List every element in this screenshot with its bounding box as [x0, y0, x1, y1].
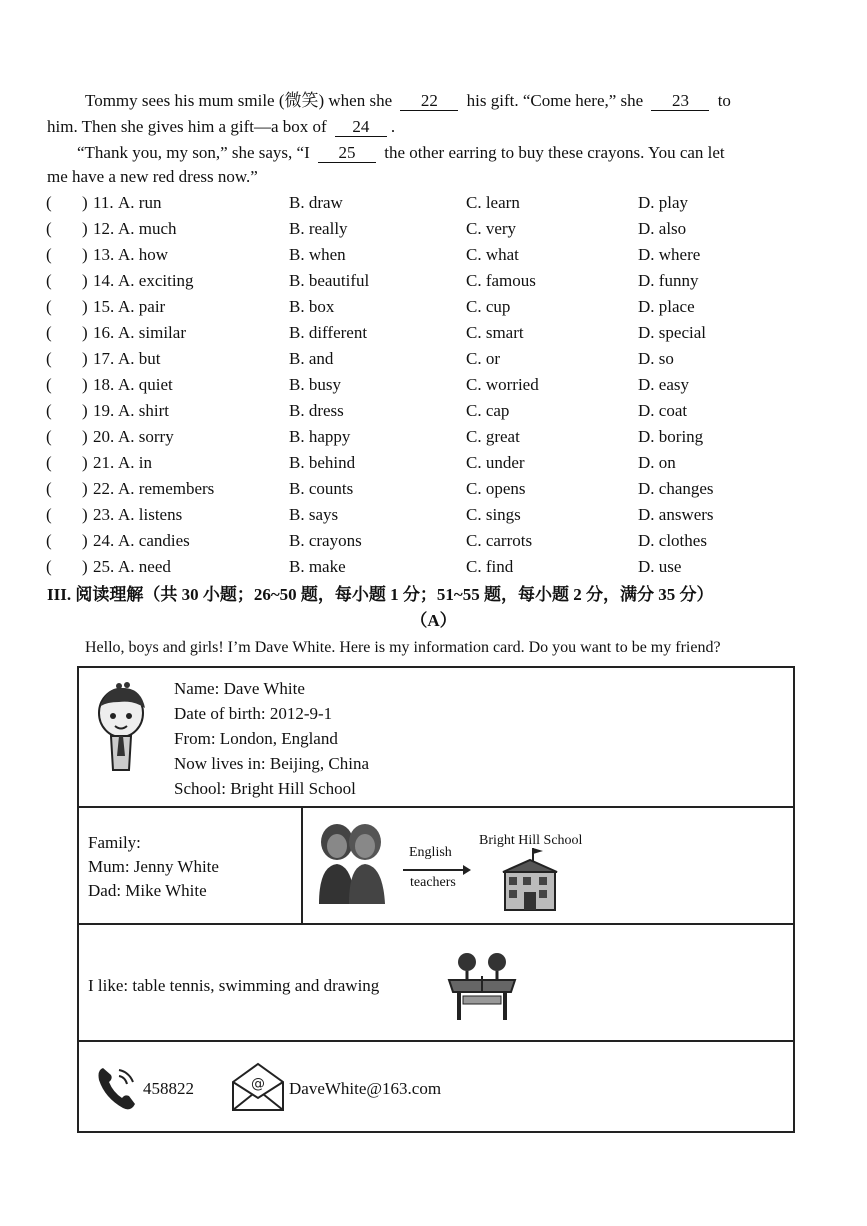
option-d: D. answers	[638, 505, 714, 524]
card-divider	[301, 806, 303, 923]
option-b: B. make	[289, 557, 346, 576]
passage-text: the other earring to buy these crayons. You can let	[384, 143, 725, 162]
option-c: C. smart	[466, 323, 524, 342]
option-b: B. counts	[289, 479, 354, 498]
option-d: D. special	[638, 323, 706, 342]
passage-text: me have a new red dress now.”	[47, 167, 258, 186]
option-d: D. clothes	[638, 531, 707, 550]
card-lives: Now lives in: Beijing, China	[174, 754, 370, 773]
email-address: DaveWhite@163.com	[289, 1079, 442, 1098]
option-c: C. or	[466, 349, 500, 368]
passage-text: him. Then she gives him a gift—a box of	[47, 117, 327, 136]
passage-text: .	[390, 117, 396, 136]
question-number: 13.	[93, 245, 115, 264]
option-b: B. and	[289, 349, 334, 368]
blank-23: 23	[651, 92, 709, 111]
answer-paren-open: (	[46, 271, 52, 290]
blank-22: 22	[400, 92, 458, 111]
option-d: D. on	[638, 453, 676, 472]
question-number: 19.	[93, 401, 115, 420]
blank-25: 25	[318, 144, 376, 163]
answer-paren-open: (	[46, 401, 52, 420]
option-b: B. happy	[289, 427, 351, 446]
answer-paren-close: )	[82, 453, 88, 472]
information-card	[77, 666, 795, 1133]
answer-paren-close: )	[82, 401, 88, 420]
school-building-icon	[499, 846, 561, 912]
option-a: A. candies	[118, 531, 190, 550]
answer-paren-open: (	[46, 219, 52, 238]
phone-number: 458822	[143, 1079, 194, 1098]
answer-paren-close: )	[82, 505, 88, 524]
boy-portrait-icon	[89, 678, 159, 778]
answer-paren-open: (	[46, 349, 52, 368]
option-b: B. box	[289, 297, 335, 316]
option-a: A. but	[118, 349, 161, 368]
card-divider	[79, 806, 793, 808]
passage-text: Tommy sees his mum smile (微笑) when she	[85, 91, 393, 110]
option-c: C. famous	[466, 271, 536, 290]
option-d: D. also	[638, 219, 687, 238]
school-picture-label: Bright Hill School	[479, 833, 583, 848]
option-a: A. much	[118, 219, 177, 238]
option-b: B. says	[289, 505, 339, 524]
option-a: A. shirt	[118, 401, 169, 420]
answer-paren-close: )	[82, 271, 88, 290]
option-c: C. find	[466, 557, 514, 576]
card-divider	[79, 923, 793, 925]
passage-line-4	[47, 166, 258, 188]
arrow-label-top: English	[409, 845, 452, 860]
option-b: B. beautiful	[289, 271, 370, 290]
question-number: 17.	[93, 349, 115, 368]
option-a: A. quiet	[118, 375, 173, 394]
option-c: C. great	[466, 427, 520, 446]
answer-paren-open: (	[46, 193, 52, 212]
answer-paren-open: (	[46, 531, 52, 550]
option-b: B. dress	[289, 401, 344, 420]
question-number: 25.	[93, 557, 115, 576]
option-b: B. different	[289, 323, 368, 342]
blank-24: 24	[335, 118, 387, 137]
answer-paren-close: )	[82, 349, 88, 368]
question-number: 15.	[93, 297, 115, 316]
option-d: D. where	[638, 245, 701, 264]
likes-text: I like: table tennis, swimming and drawing	[88, 976, 380, 995]
option-c: C. opens	[466, 479, 526, 498]
question-number: 22.	[93, 479, 115, 498]
option-d: D. coat	[638, 401, 688, 420]
answer-paren-close: )	[82, 479, 88, 498]
option-a: A. remembers	[118, 479, 215, 498]
card-dob: Date of birth: 2012-9-1	[174, 704, 333, 723]
answer-paren-open: (	[46, 453, 52, 472]
table-tennis-icon	[445, 950, 519, 1024]
reading-intro: Hello, boys and girls! I’m Dave White. Here is my information card. Do you want to be my friend?	[85, 639, 721, 656]
option-a: A. how	[118, 245, 169, 264]
option-b: B. behind	[289, 453, 356, 472]
phone-icon	[95, 1064, 139, 1112]
answer-paren-close: )	[82, 193, 88, 212]
answer-paren-open: (	[46, 375, 52, 394]
question-number: 23.	[93, 505, 115, 524]
option-b: B. draw	[289, 193, 343, 212]
question-number: 18.	[93, 375, 115, 394]
option-c: C. sings	[466, 505, 521, 524]
answer-paren-open: (	[46, 505, 52, 524]
answer-paren-open: (	[46, 479, 52, 498]
passage-text: to	[717, 91, 731, 110]
answer-paren-close: )	[82, 557, 88, 576]
option-a: A. in	[118, 453, 152, 472]
card-name: Name: Dave White	[174, 679, 305, 698]
answer-paren-close: )	[82, 323, 88, 342]
family-dad: Dad: Mike White	[88, 881, 207, 900]
card-divider	[79, 1040, 793, 1042]
option-a: A. similar	[118, 323, 186, 342]
family-mum: Mum: Jenny White	[88, 857, 219, 876]
option-b: B. really	[289, 219, 348, 238]
option-a: A. need	[118, 557, 171, 576]
option-d: D. boring	[638, 427, 704, 446]
option-c: C. under	[466, 453, 525, 472]
option-c: C. very	[466, 219, 517, 238]
option-a: A. listens	[118, 505, 183, 524]
family-label: Family:	[88, 833, 141, 852]
answer-paren-close: )	[82, 531, 88, 550]
question-number: 12.	[93, 219, 115, 238]
option-a: A. pair	[118, 297, 166, 316]
question-number: 14.	[93, 271, 115, 290]
option-d: D. changes	[638, 479, 714, 498]
passage-line-3	[77, 142, 725, 164]
option-d: D. play	[638, 193, 689, 212]
answer-paren-close: )	[82, 297, 88, 316]
option-d: D. easy	[638, 375, 689, 394]
question-number: 20.	[93, 427, 115, 446]
parents-icon	[315, 820, 389, 904]
option-c: C. carrots	[466, 531, 533, 550]
card-school: School: Bright Hill School	[174, 779, 356, 798]
passage-text: his gift. “Come here,” she	[466, 91, 644, 110]
option-a: A. sorry	[118, 427, 174, 446]
card-from: From: London, England	[174, 729, 338, 748]
svg-text:@: @	[251, 1076, 265, 1092]
answer-paren-open: (	[46, 323, 52, 342]
answer-paren-close: )	[82, 245, 88, 264]
option-d: D. funny	[638, 271, 699, 290]
section-heading: III. 阅读理解（共 30 小题；26~50 题，每小题 1 分；51~55 题，每小题 2 分，满分 35 分）	[47, 585, 714, 604]
question-number: 16.	[93, 323, 115, 342]
question-number: 11.	[93, 193, 114, 212]
answer-paren-open: (	[46, 245, 52, 264]
option-d: D. so	[638, 349, 674, 368]
question-number: 24.	[93, 531, 115, 550]
passage-label: （A）	[410, 611, 457, 630]
question-number: 21.	[93, 453, 115, 472]
option-b: B. when	[289, 245, 346, 264]
arrow-label-bottom: teachers	[410, 875, 456, 890]
passage-text: “Thank you, my son,” she says, “I	[77, 143, 310, 162]
answer-paren-close: )	[82, 427, 88, 446]
envelope-icon	[229, 1060, 287, 1114]
option-c: C. cap	[466, 401, 510, 420]
option-d: D. place	[638, 297, 695, 316]
answer-paren-open: (	[46, 557, 52, 576]
option-b: B. crayons	[289, 531, 362, 550]
answer-paren-close: )	[82, 375, 88, 394]
answer-paren-open: (	[46, 297, 52, 316]
option-a: A. run	[118, 193, 162, 212]
option-c: C. worried	[466, 375, 539, 394]
answer-paren-open: (	[46, 427, 52, 446]
option-a: A. exciting	[118, 271, 194, 290]
answer-paren-close: )	[82, 219, 88, 238]
option-c: C. learn	[466, 193, 520, 212]
option-d: D. use	[638, 557, 682, 576]
passage-line-1	[85, 90, 731, 112]
option-b: B. busy	[289, 375, 341, 394]
option-c: C. cup	[466, 297, 511, 316]
option-c: C. what	[466, 245, 519, 264]
passage-line-2	[47, 116, 395, 138]
